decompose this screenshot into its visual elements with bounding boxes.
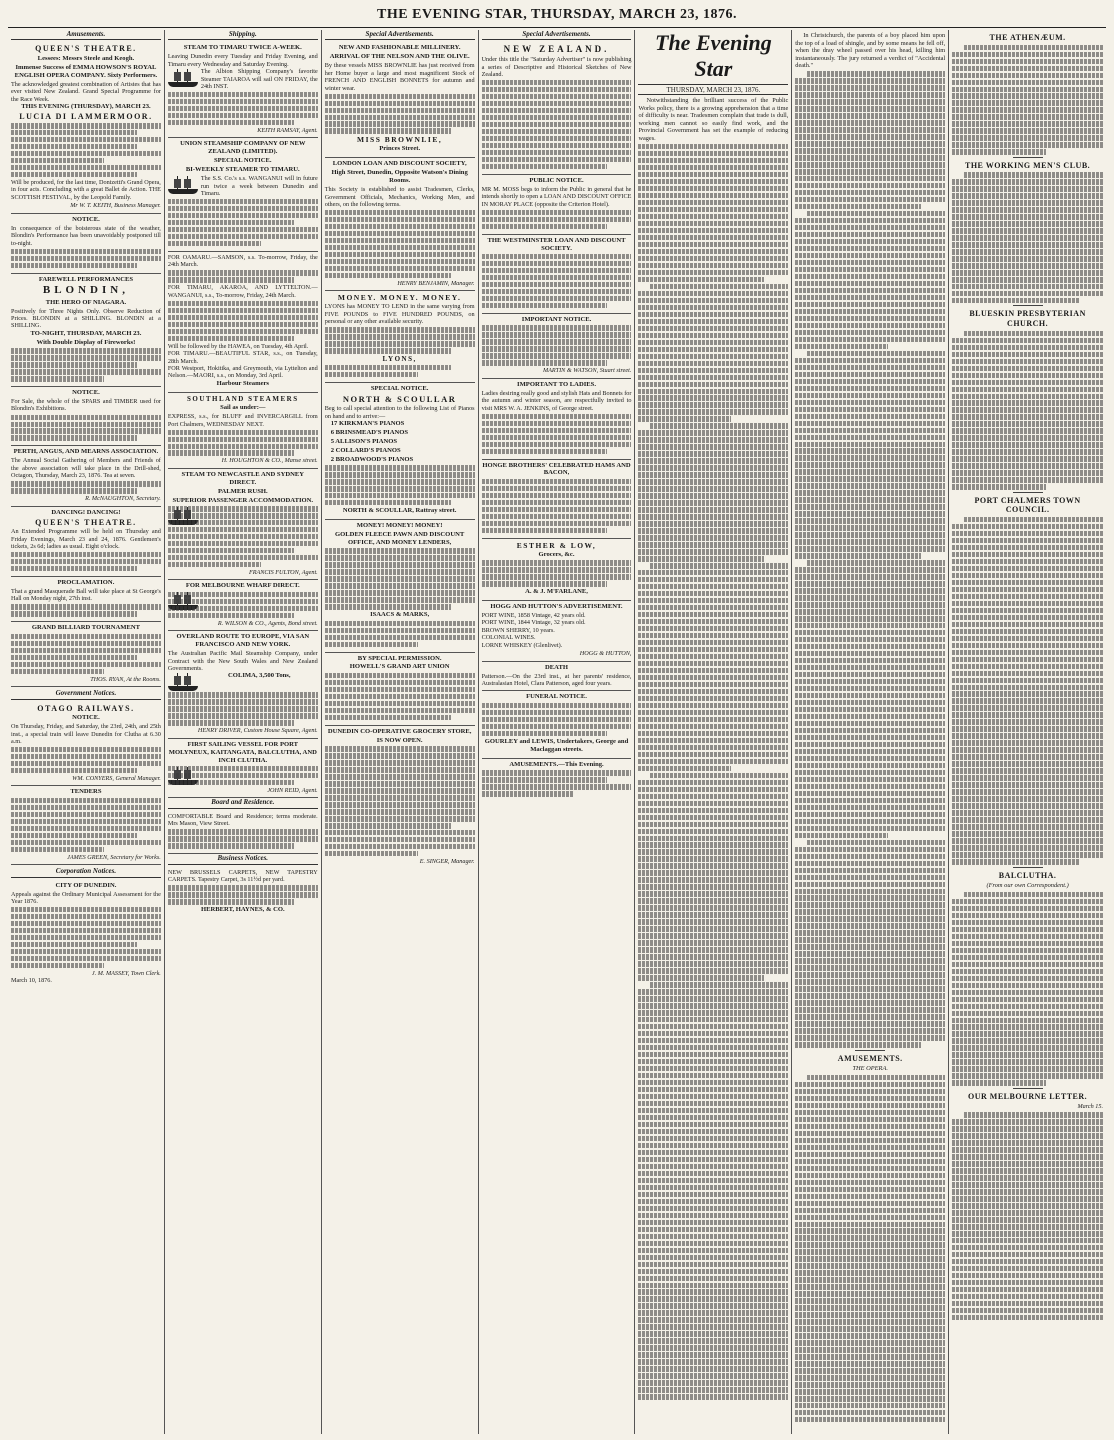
ad-title: NOTICE. [72, 215, 100, 223]
ad-queens-theatre [11, 42, 161, 213]
ad-title: HONGE BROTHERS' CELEBRATED HAMS AND BACON, [482, 461, 631, 477]
ad-signature: THOS. RYAN, At the Rooms. [90, 675, 161, 683]
page-title: THE EVENING STAR, THURSDAY, MARCH 23, 1876. [377, 7, 737, 23]
column-4 [479, 30, 636, 1434]
text-lines [325, 621, 475, 647]
ad-body: NEW BRUSSELS CARPETS, NEW TAPESTRY CARPETS. Tapestry Carpet, 3s 11½d per yard. [167, 868, 318, 884]
ad-body: On Thursday, Friday, and Saturday, the 23rd, 24th, and 25th inst., a special train will leave Dunedin for Clutha at 6.30 a.m. [11, 723, 161, 745]
text-lines [482, 414, 632, 454]
text-lines [11, 634, 161, 674]
section-heading: Shipping. [168, 30, 318, 40]
ad-title: GRAND BILLIARD TOURNAMENT [31, 624, 141, 632]
ad-title: UNION STEAMSHIP COMPANY OF NEW ZEALAND (LIMITED). [180, 140, 306, 156]
ad-body: Leaving Dunedin every Tuesday and Friday Evening, and Timaru every Wednesday and Saturday Evening. [167, 53, 318, 68]
article-date: March 15. [1077, 1103, 1104, 1111]
ad-body: EXPRESS, s.s., for BLUFF and INVERCARGILL from Port Chalmers, WEDNESDAY NEXT. [167, 413, 318, 428]
ad-melbourne-wharf [168, 580, 318, 631]
ad-golden-fleece [325, 520, 475, 653]
ad-date: March 10, 1876. [11, 977, 52, 985]
ad-subtitle: ARRIVAL OF THE NELSON AND THE OLIVE. [329, 53, 470, 61]
ship-name: COLIMA, 3,500 Tons, [228, 672, 291, 680]
text-lines [11, 249, 161, 268]
ad-blondin [11, 274, 161, 388]
ad-body: FOR TIMARU.—BEAUTIFUL STAR, s.s., on Tuesday, 28th March. [167, 350, 318, 365]
ad-subtitle: Immense Success of EMMA HOWSON'S ROYAL ENGLISH OPERA COMPANY. Sixty Performers. [14, 63, 158, 79]
text-lines [11, 907, 161, 968]
text-lines [11, 798, 161, 852]
ad-body: In consequence of the boisterous state of the weather, Blondin's Performance has been unavoidably postponed till to-night. [11, 224, 161, 247]
wine-item: BROWN SHERRY, 10 years. [481, 626, 555, 634]
article-heading: AMUSEMENTS. [837, 1053, 903, 1063]
ad-title: NEW AND FASHIONABLE MILLINERY. [338, 44, 461, 52]
section-heading: Government Notices. [11, 689, 161, 699]
ad-title: SPECIAL NOTICE. [370, 385, 429, 393]
ad-public-notice [482, 175, 632, 235]
ad-money-lyons [325, 291, 475, 383]
ad-body: Under this title the "Saturday Advertiser" is now publishing a series of Descriptive and Historical Sketches of New Zealand. [481, 56, 632, 79]
piano-item: 2 BROADWOOD'S PIANOS [330, 455, 414, 463]
text-lines [482, 560, 632, 586]
divider [1013, 157, 1043, 158]
ad-art-union [325, 653, 475, 726]
opera-review [795, 1075, 945, 1423]
ad-body: That a grand Masquerade Ball will take place at St George's Hall on Monday night, 27th inst. [11, 587, 161, 603]
ad-body: FOR TIMARU, AKAROA, AND LYTTELTON.—WANGANUI, s.s., To-morrow, Friday, 24th March. [167, 284, 318, 299]
ad-amusements-list [482, 759, 632, 801]
ad-signature: J. M. MASSEY, Town Clerk. [91, 969, 161, 977]
text-lines [482, 703, 632, 736]
ad-subtitle: GOLDEN FLEECE PAWN AND DISCOUNT OFFICE, AND MONEY LENDERS, [335, 530, 465, 546]
ad-title: DEATH [545, 663, 568, 671]
ad-subtitle: Sail as under:— [220, 404, 266, 412]
ad-title: PERTH, ANGUS, AND MEARNS ASSOCIATION. [13, 448, 159, 456]
ad-subtitle: SUPERIOR PASSENGER ACCOMMODATION. [172, 496, 314, 504]
ad-subtitle: High Street, Dunedin, Opposite Watson's Dining Rooms. [331, 169, 468, 185]
article-heading: THE WORKING MEN'S CLUB. [965, 160, 1091, 170]
ad-signature: A. & J. M'FARLANE, [525, 588, 588, 596]
ad-signature: FRANCIS FULTON, Agent. [248, 568, 318, 576]
ad-body: For Sale, the whole of the SPARS and TIMBER used for Blondin's Exhibitions. [11, 398, 161, 413]
text-lines [11, 415, 161, 441]
ad-title: OTAGO RAILWAYS. [37, 703, 135, 713]
ad-subtitle: IS NOW OPEN. [376, 736, 423, 744]
ad-title: BLONDIN, [42, 284, 129, 297]
steamship-icon [168, 176, 198, 194]
divider [1013, 867, 1043, 868]
article-text [952, 172, 1103, 303]
text-lines [168, 592, 318, 618]
ad-body: The Albion Shipping Company's favorite Steamer TAIAROA will sail ON FRIDAY, the 24th INST. [200, 68, 318, 91]
ad-subtitle: Lessees: Messrs Steele and Keogh. [37, 54, 135, 62]
ad-body: Beg to call special attention to the following List of Pianos on hand and to arrive:— [324, 405, 475, 420]
text-lines [325, 365, 475, 377]
ad-subtitle: NOTICE. [72, 714, 100, 722]
ad-title: THE WESTMINSTER LOAN AND DISCOUNT SOCIETY. [487, 236, 626, 252]
ad-signature: MARTIN & WATSON, Stuart street. [542, 367, 632, 375]
ad-title: FAREWELL PERFORMANCES [38, 275, 134, 283]
section-heading: Amusements. [11, 30, 161, 40]
wine-item: LORNE WHISKEY (Glenlivet). [481, 641, 563, 649]
editorial-text [638, 144, 788, 1400]
ad-railways [11, 702, 161, 787]
ad-first-sailing [168, 739, 318, 799]
section-heading: Special Advertisements. [325, 30, 475, 40]
news-paragraphs [795, 71, 945, 1047]
ad-title: OVERLAND ROUTE TO EUROPE, VIA SAN FRANCISCO AND NEW YORK. [176, 633, 310, 649]
ad-timaru [168, 42, 318, 138]
piano-item: 2 COLLARD'S PIANOS [330, 446, 401, 454]
ad-signature: WM. CONYERS, General Manager. [72, 774, 161, 782]
editorial-continued: In Christchurch, the parents of a boy placed him upon the top of a load of shingle, and by some means he fell off, when the dray wheel passed over his head, killing him instantaneously. The jury returned a verdict of "Accidental death." [795, 32, 946, 70]
text-lines [325, 548, 475, 609]
ad-title: FUNERAL NOTICE. [526, 693, 587, 701]
ad-body: FOR Westport, Hokitika, and Greymouth, via Lyttelton and Nelson.—MAORI, s.s., on Monday, 3rd April. [167, 364, 318, 380]
ad-oamaru [168, 252, 318, 393]
text-lines [482, 770, 632, 796]
text-lines [168, 885, 318, 904]
piano-item: 17 KIRKMAN'S PIANOS [330, 420, 405, 428]
ad-signature: R. McNAUGHTON, Secretary. [85, 495, 161, 503]
ad-signature: H. HOUGHTON & CO., Manse street. [221, 457, 318, 465]
text-lines [168, 430, 318, 456]
ad-carpets [168, 867, 318, 918]
ad-millinery [325, 42, 475, 158]
ad-body: An Extended Programme will be held on Thursday and Friday Evenings, March 23 and 24, 1876. Gentlemen's tickets, 2s 6d; ladies as usual. Eight o'clock. [11, 528, 161, 551]
wine-item: COLONIAL WINES. [481, 634, 536, 642]
ad-overland [168, 631, 318, 738]
ad-title: MISS BROWNLIE, [357, 135, 443, 145]
ad-city-dunedin [11, 880, 161, 988]
ad-body: The acknowledged greatest combination of Artistes that has ever visited New Zealand. Grand Special Programme for the Race Week. [11, 80, 161, 103]
article-text [952, 517, 1103, 865]
ad-body: Will be followed by the HAWEA, on Tuesday, 4th April. [167, 342, 309, 350]
ad-london-loan [325, 158, 475, 291]
text-lines [482, 254, 632, 308]
ad-body: FOR OAMARU.—SAMSON, s.s. To-morrow, Friday, the 24th March. [167, 253, 318, 269]
ad-signature: HENRY BENJAMIN, Manager. [397, 279, 475, 287]
text-lines [11, 552, 161, 571]
text-lines [482, 210, 632, 229]
ad-new-zealand-series [482, 42, 632, 175]
ad-title: NOTICE. [72, 389, 100, 397]
section-heading: Business Notices. [168, 854, 318, 864]
ad-notice-spars [11, 387, 161, 446]
ad-title: SOUTHLAND STEAMERS [186, 394, 299, 403]
article-text [952, 892, 1103, 1086]
ad-body: The Australian Pacific Mail Steamship Company, under Contract with the New South Wales and New Zealand Governments. [167, 650, 318, 672]
ad-subtitle: Harbour Steamers [216, 379, 270, 387]
text-lines [168, 92, 318, 125]
ad-signature: E. SINGER, Manager. [419, 858, 475, 866]
ad-body: Appeals against the Ordinary Municipal Assessment for the Year 1876. [11, 890, 161, 905]
text-lines [168, 199, 318, 246]
editorial-body: Notwithstanding the brilliant success of the Public Works policy, there is a growing apprehension that a time of difficulty is near. Tradesmen complain that trade is dull, working men cannot so easily find work, and the Provincial Government has set the example of reducing wages. [638, 97, 789, 142]
ad-title: NEW ZEALAND. [503, 44, 610, 55]
ad-title: FOR MELBOURNE WHARF DIRECT. [185, 582, 300, 590]
ad-subtitle: Grocers, &c. [538, 550, 575, 558]
ad-title: STEAM TO NEWCASTLE AND SYDNEY DIRECT. [181, 470, 305, 486]
ad-title: ESTHER & LOW, [516, 540, 597, 550]
text-lines [325, 746, 475, 856]
ad-signature: KEITH RAMSAY, Agent. [257, 127, 318, 134]
ad-subtitle: THE HERO OF NIAGARA. [45, 298, 127, 306]
text-lines [325, 673, 475, 720]
column-2 [165, 30, 322, 1434]
ad-body: LYONS has MONEY TO LEND in the same varying from FIVE POUNDS to FIVE HUNDRED POUNDS, on personal or any other available security. [324, 303, 475, 326]
ad-signature: ISAACS & MARKS, [370, 611, 430, 619]
wine-item: PORT WINE, 1858 Vintage, 42 years old. [481, 612, 586, 620]
ad-title: DUNEDIN CO-OPERATIVE GROCERY STORE, [327, 727, 472, 735]
column-3 [322, 30, 479, 1434]
ad-title: DANCING! DANCING! [51, 508, 121, 516]
ad-signature: JAMES GREEN, Secretary for Works. [67, 853, 161, 861]
ad-signature: GOURLEY and LEWIS, Undertakers, George and Maclaggan streets. [484, 737, 629, 753]
newspaper-nameplate: The Evening Star [638, 30, 788, 85]
ad-body: MR M. MOSS begs to inform the Public in general that he intends shortly to open a LOAN AND DISCOUNT OFFICE IN MORAY PLACE (opposite the Criterion Hotel). [481, 185, 632, 208]
steamship-icon [168, 673, 198, 691]
ad-signature: HENRY DRIVER, Custom House Square, Agent. [197, 727, 318, 735]
wine-item: PORT WINE, 1844 Vintage, 32 years old. [481, 619, 586, 627]
section-heading: Special Advertisements. [482, 30, 632, 40]
ad-signature: Mr W. T. KEITH, Business Manager. [70, 202, 161, 210]
text-lines [11, 747, 161, 773]
ad-body: By these vessels MISS BROWNLIE has just received from her Home buyer a large and most magnificent Stock of FRENCH AND ENGLISH BONNETS for autumn and winter wear. [324, 62, 475, 92]
article-text [952, 1112, 1103, 1320]
ad-subtitle: BI-WEEKLY STEAMER TO TIMARU. [185, 166, 300, 174]
ad-subtitle: With Double Display of Fireworks! [36, 338, 136, 346]
ad-subtitle: Princes Street. [379, 145, 421, 153]
ad-date: THIS EVENING (THURSDAY), MARCH 23. [21, 103, 151, 111]
article-subheading: (From our own Correspondent.) [986, 882, 1069, 890]
ad-hogg-hutton [482, 601, 632, 662]
ad-newcastle [168, 469, 318, 581]
text-lines [11, 481, 161, 493]
ad-signature: HERBERT, HAYNES, & CO. [200, 906, 285, 914]
cast-list [11, 123, 161, 177]
ad-proclamation [11, 577, 161, 622]
divider [1013, 1088, 1043, 1089]
ad-title: PUBLIC NOTICE. [529, 176, 584, 184]
ad-title: BY SPECIAL PERMISSION. [357, 654, 442, 662]
article-heading: OUR MELBOURNE LETTER. [967, 1091, 1088, 1101]
opera-title: LUCIA DI LAMMERMOOR. [19, 111, 153, 121]
ad-ladies [482, 379, 632, 460]
ad-title: PROCLAMATION. [57, 579, 115, 587]
ad-body: The S.S. Co.'s s.s. WANGANUI will in future run twice a week between Dunedin and Timaru. [200, 175, 318, 197]
ad-signature: JOHN REID, Agent. [267, 787, 318, 795]
text-lines [168, 829, 318, 848]
ad-title: IMPORTANT NOTICE. [521, 315, 592, 323]
text-lines [325, 94, 475, 134]
text-lines [325, 327, 475, 353]
column-1 [8, 30, 165, 1434]
ad-title: STEAM TO TIMARU TWICE A-WEEK. [183, 44, 302, 52]
text-lines [325, 210, 475, 278]
ad-signature: R. WILSON & CO., Agents, Bond street. [217, 619, 318, 627]
article-heading: BLUESKIN PRESBYTERIAN CHURCH. [969, 309, 1086, 329]
ad-title: TENDERS [70, 788, 102, 796]
edition-date: THURSDAY, MARCH 23, 1876. [638, 86, 788, 95]
ad-death [482, 662, 632, 692]
text-lines [168, 692, 318, 725]
divider [855, 1050, 885, 1051]
piano-item: 6 BRINSMEAD'S PIANOS [330, 428, 409, 436]
column-5 [635, 30, 792, 1434]
ad-title: NORTH & SCOULLAR [342, 393, 457, 404]
divider [1013, 305, 1043, 306]
ad-title: IMPORTANT TO LADIES. [517, 380, 596, 388]
ad-body: COMFORTABLE Board and Residence; terms moderate. Mrs Mason, View Street. [167, 812, 318, 828]
ad-title: AMUSEMENTS.—This Evening. [509, 760, 604, 768]
ad-title: QUEEN'S THEATRE. [35, 517, 137, 527]
ad-body: This Society is established to assist Tradesmen, Clerks, Government Officials, Mechanics, Working Men, and others, on the following terms. [324, 186, 475, 208]
ad-subtitle: SPECIAL NOTICE. [214, 157, 272, 165]
ad-important-notice [482, 314, 632, 379]
ad-southland [168, 393, 318, 469]
column-7 [949, 30, 1106, 1434]
text-lines [168, 270, 318, 282]
ad-title: LONDON LOAN AND DISCOUNT SOCIETY, [332, 160, 467, 168]
ad-body: Ladies desiring really good and stylish Hats and Bonnets for the autumn and winter season, are respectfully invited to visit MRS W. A. JENKINS, of George street. [481, 389, 632, 412]
ad-perth [11, 446, 161, 506]
article-text [952, 45, 1103, 155]
ad-title: LYONS, [382, 355, 417, 364]
article-text [952, 331, 1103, 490]
article-subheading: THE OPERA. [852, 1065, 888, 1073]
ad-billiards [11, 622, 161, 687]
ad-board [168, 811, 318, 854]
ad-body: Will be produced, for the last time, Donizetti's Grand Opera, in four acts. Concluding with a great Ballet de Action. THE SCOTTISH FESTIVAL, by the Leopold Family. [11, 178, 161, 201]
ad-title: QUEEN'S THEATRE. [35, 44, 137, 54]
ad-date: TO-NIGHT, THURSDAY, MARCH 23. [30, 329, 142, 337]
text-lines [325, 465, 475, 505]
text-lines [11, 604, 161, 616]
text-lines [482, 479, 632, 533]
column-6 [792, 30, 949, 1434]
ad-title: HOGG AND HUTTON'S ADVERTISEMENT. [490, 603, 623, 611]
ad-body: Positively for Three Nights Only. Observe Reduction of Prices. BLONDIN at a SHILLING. BLONDIN at a SHILLING. [11, 307, 161, 330]
article-heading: THE ATHENÆUM. [989, 33, 1066, 42]
ad-signature: NORTH & SCOULLAR, Rattray street. [342, 507, 457, 515]
ad-title: PALMER RUSH. [217, 487, 268, 495]
section-heading: Corporation Notices. [11, 867, 161, 877]
section-heading: Board and Residence. [168, 798, 318, 808]
ad-westminster [482, 235, 632, 314]
ad-funeral [482, 691, 632, 758]
ad-hams [482, 460, 632, 539]
ad-body: Patterson.—On the 23rd inst., at her parents' residence, Australasian Hotel, Clara Patterson, aged four years. [481, 672, 632, 687]
steamship-icon [168, 69, 198, 87]
text-lines [168, 766, 318, 785]
text-lines [168, 301, 318, 341]
ad-title: MONEY! MONEY! MONEY! [356, 521, 443, 529]
article-heading: PORT CHALMERS TOWN COUNCIL. [974, 495, 1081, 515]
ad-subtitle: HOWELL'S GRAND ART UNION [349, 663, 450, 671]
ad-dancing [11, 507, 161, 577]
ad-north-scoullar [325, 383, 475, 520]
ad-notice [11, 214, 161, 274]
ad-tenders [11, 786, 161, 865]
ad-body: The Annual Social Gathering of Members and Friends of the above association will take place in the Drill-shed, Octagon, Thursday, March 23, 1876. Tea at seven. [11, 457, 161, 480]
piano-item: 5 ALLISON'S PIANOS [330, 437, 398, 445]
ad-title: FIRST SAILING VESSEL FOR PORT MOLYNEUX, KAITANGATA, BALCLUTHA, AND INCH CLUTHA. [168, 740, 317, 764]
text-lines [482, 80, 632, 169]
masthead [8, 4, 1106, 28]
ad-union-steamship [168, 138, 318, 251]
text-lines [482, 325, 632, 365]
text-lines [168, 506, 318, 567]
article-heading: BALCLUTHA. [998, 870, 1057, 880]
ad-title: CITY OF DUNEDIN. [55, 881, 117, 889]
columns [8, 30, 1106, 1434]
ad-title: MONEY. MONEY. MONEY. [337, 293, 462, 303]
ad-signature: HOGG & HUTTON, [579, 650, 632, 658]
text-lines [11, 348, 161, 381]
ad-co-op [325, 726, 475, 869]
ad-esther-low [482, 539, 632, 601]
divider [1013, 492, 1043, 493]
